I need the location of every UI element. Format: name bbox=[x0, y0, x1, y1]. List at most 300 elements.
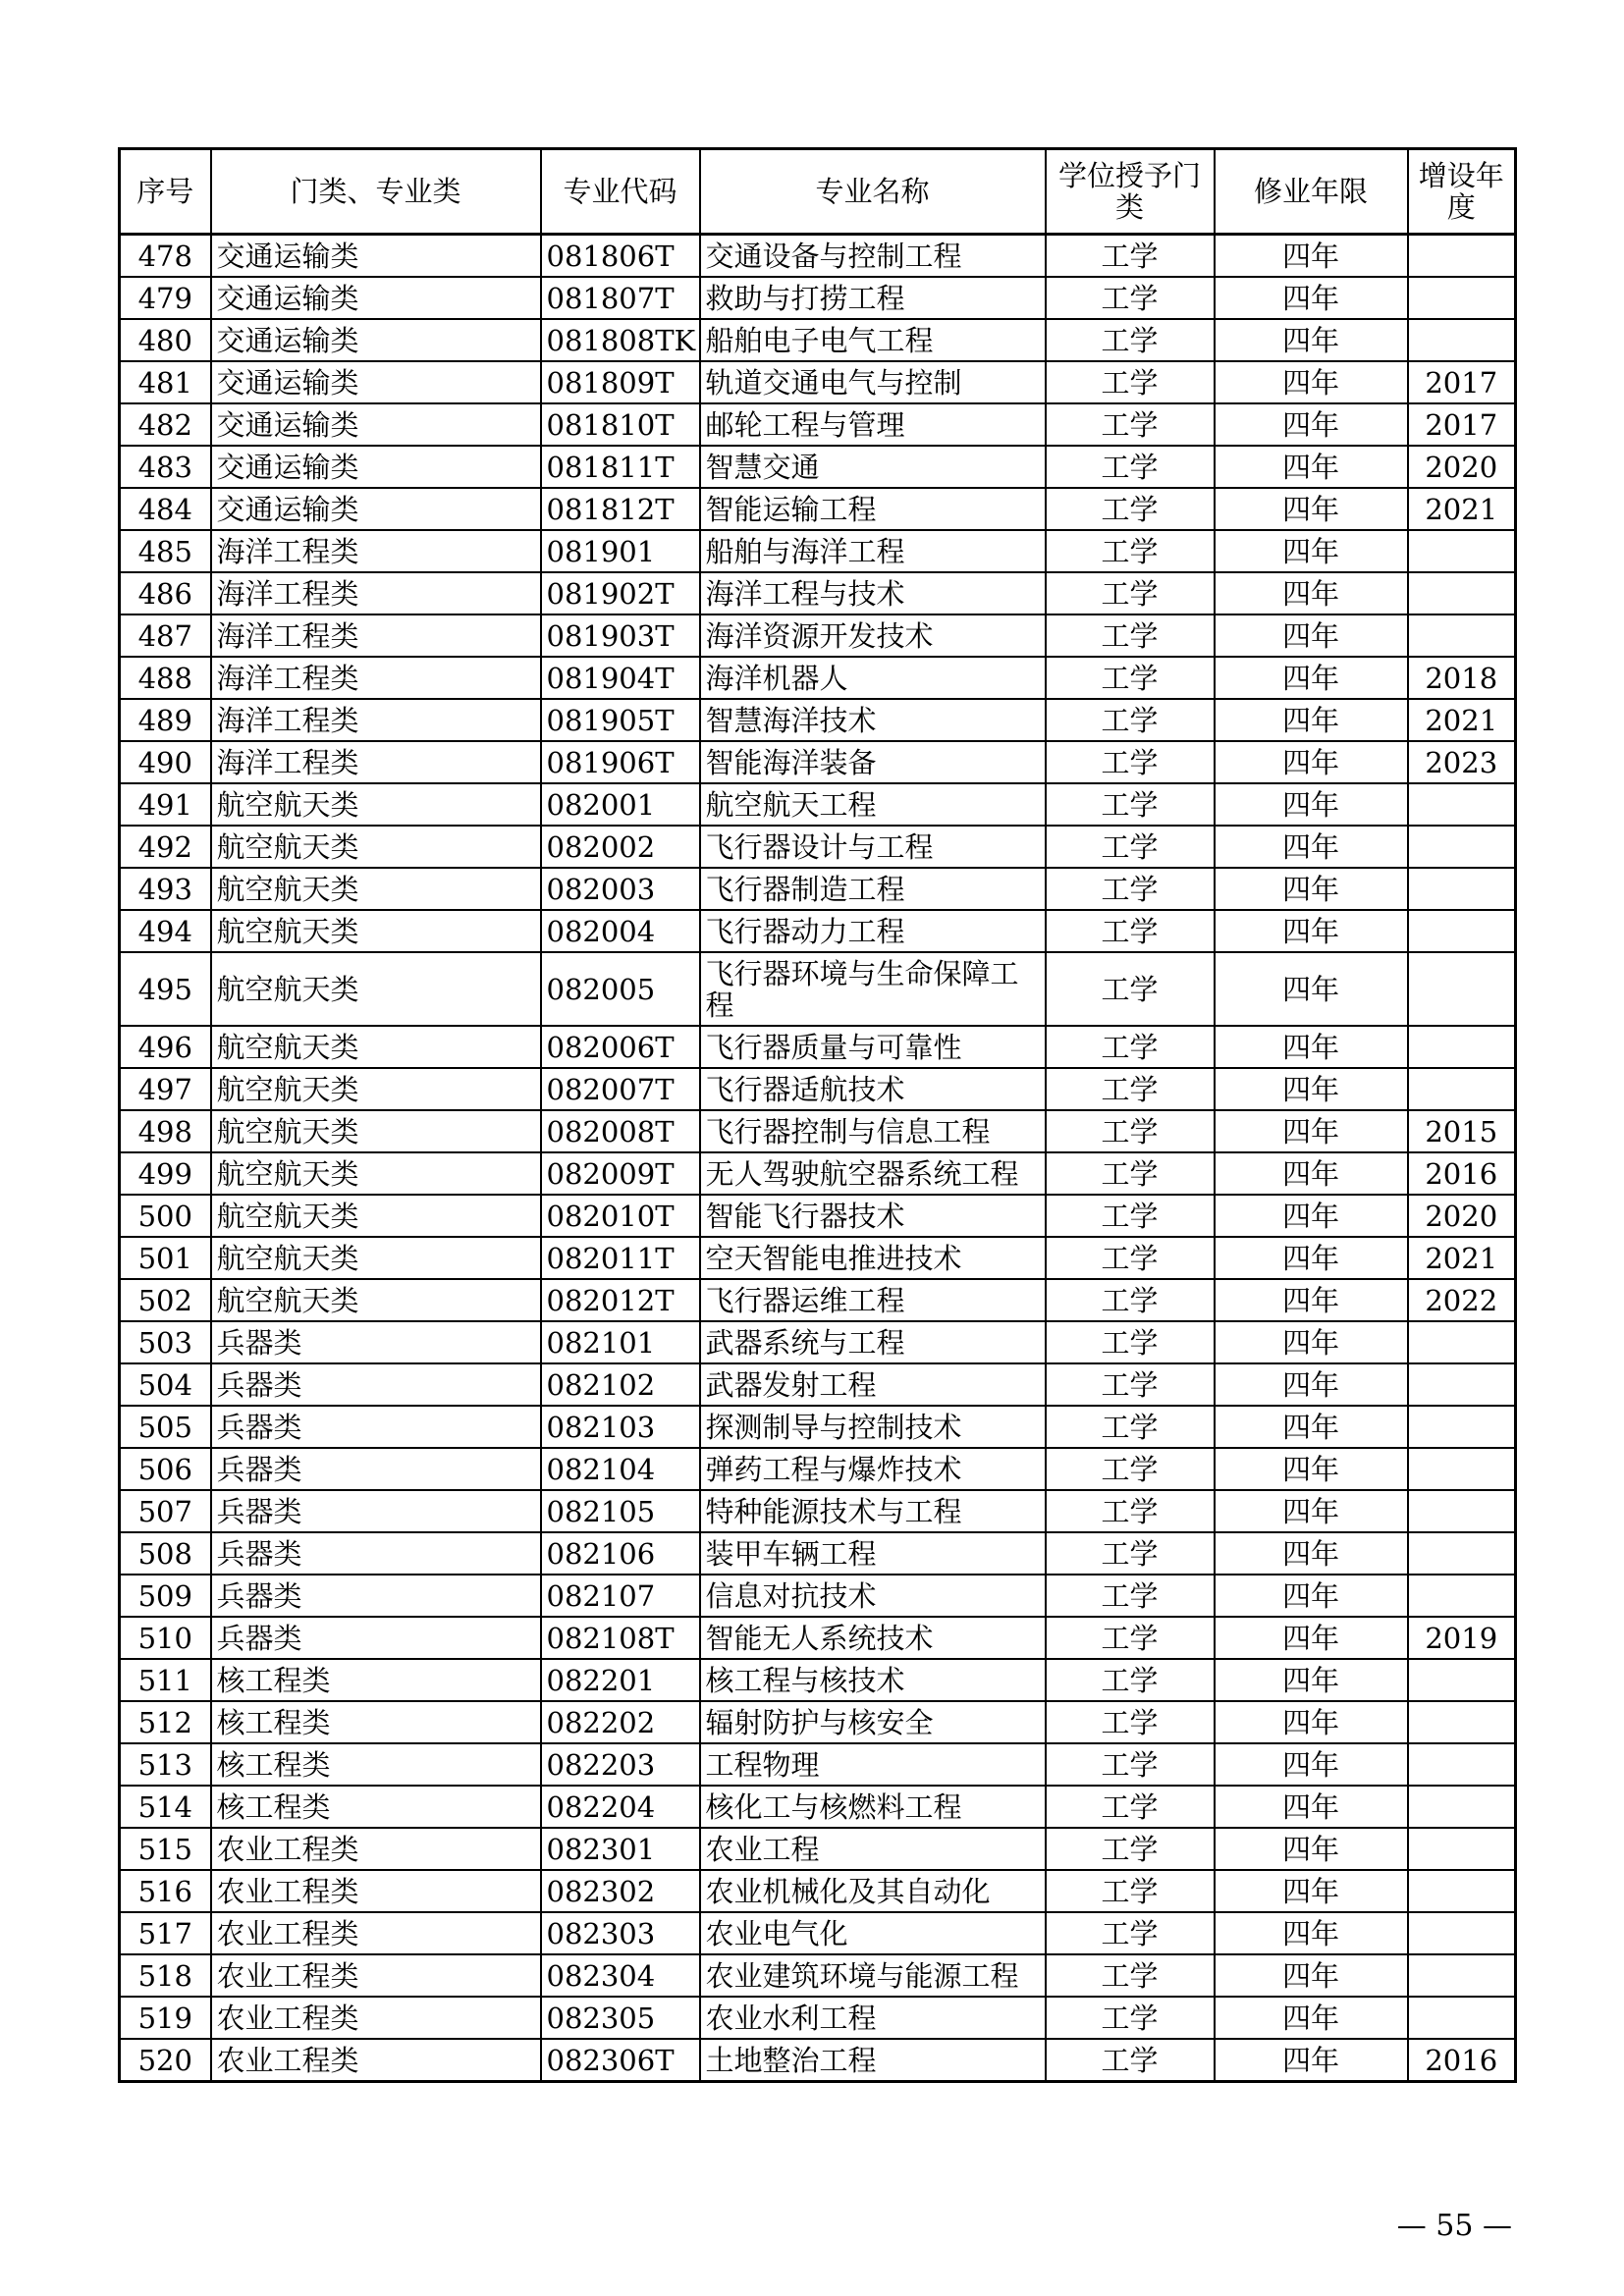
cell-degree: 工学 bbox=[1046, 277, 1215, 319]
cell-code: 082006T bbox=[541, 1026, 700, 1068]
cell-degree: 工学 bbox=[1046, 826, 1215, 868]
cell-years: 四年 bbox=[1215, 1659, 1408, 1701]
cell-years: 四年 bbox=[1215, 1532, 1408, 1575]
cell-years: 四年 bbox=[1215, 446, 1408, 488]
table-row bbox=[120, 1617, 1516, 1659]
cell-category: 航空航天类 bbox=[211, 1237, 541, 1279]
cell-category: 海洋工程类 bbox=[211, 699, 541, 741]
cell-code: 081806T bbox=[541, 235, 700, 278]
cell-code: 081808TK bbox=[541, 319, 700, 361]
cell-seq: 489 bbox=[120, 699, 211, 741]
table-row bbox=[120, 1237, 1516, 1279]
cell-category: 核工程类 bbox=[211, 1743, 541, 1786]
cell-years: 四年 bbox=[1215, 277, 1408, 319]
cell-years: 四年 bbox=[1215, 1870, 1408, 1912]
table-row bbox=[120, 1828, 1516, 1870]
cell-code: 082012T bbox=[541, 1279, 700, 1321]
cell-years: 四年 bbox=[1215, 1448, 1408, 1490]
cell-added-year bbox=[1408, 1406, 1516, 1448]
cell-years: 四年 bbox=[1215, 1321, 1408, 1363]
cell-added-year bbox=[1408, 1786, 1516, 1828]
cell-seq: 496 bbox=[120, 1026, 211, 1068]
cell-code: 081904T bbox=[541, 657, 700, 699]
cell-seq: 503 bbox=[120, 1321, 211, 1363]
cell-added-year bbox=[1408, 1659, 1516, 1701]
cell-added-year: 2019 bbox=[1408, 1617, 1516, 1659]
cell-code: 082305 bbox=[541, 1997, 700, 2039]
cell-degree: 工学 bbox=[1046, 403, 1215, 446]
cell-seq: 500 bbox=[120, 1195, 211, 1237]
cell-seq: 484 bbox=[120, 488, 211, 530]
cell-category: 核工程类 bbox=[211, 1701, 541, 1743]
cell-major-name: 飞行器环境与生命保障工程 bbox=[700, 952, 1046, 1026]
cell-code: 081810T bbox=[541, 403, 700, 446]
cell-seq: 495 bbox=[120, 952, 211, 1026]
cell-category: 航空航天类 bbox=[211, 1279, 541, 1321]
cell-degree: 工学 bbox=[1046, 910, 1215, 952]
cell-years: 四年 bbox=[1215, 1237, 1408, 1279]
cell-major-name: 船舶与海洋工程 bbox=[700, 530, 1046, 572]
header-row bbox=[120, 149, 1516, 235]
table-row bbox=[120, 1954, 1516, 1997]
table-row bbox=[120, 235, 1516, 278]
cell-degree: 工学 bbox=[1046, 1448, 1215, 1490]
cell-major-name: 武器系统与工程 bbox=[700, 1321, 1046, 1363]
table-row bbox=[120, 572, 1516, 614]
cell-years: 四年 bbox=[1215, 235, 1408, 278]
cell-seq: 490 bbox=[120, 741, 211, 783]
cell-years: 四年 bbox=[1215, 403, 1408, 446]
table-row bbox=[120, 1068, 1516, 1110]
cell-major-name: 装甲车辆工程 bbox=[700, 1532, 1046, 1575]
table-row bbox=[120, 657, 1516, 699]
cell-major-name: 飞行器质量与可靠性 bbox=[700, 1026, 1046, 1068]
cell-category: 核工程类 bbox=[211, 1659, 541, 1701]
cell-added-year bbox=[1408, 1026, 1516, 1068]
cell-category: 海洋工程类 bbox=[211, 530, 541, 572]
cell-seq: 502 bbox=[120, 1279, 211, 1321]
cell-category: 农业工程类 bbox=[211, 1912, 541, 1954]
cell-degree: 工学 bbox=[1046, 1026, 1215, 1068]
table-row bbox=[120, 1912, 1516, 1954]
cell-years: 四年 bbox=[1215, 826, 1408, 868]
cell-years: 四年 bbox=[1215, 1406, 1408, 1448]
table-row bbox=[120, 1195, 1516, 1237]
cell-degree: 工学 bbox=[1046, 2039, 1215, 2082]
table-row bbox=[120, 1406, 1516, 1448]
table-row bbox=[120, 783, 1516, 826]
cell-category: 航空航天类 bbox=[211, 910, 541, 952]
cell-major-name: 飞行器动力工程 bbox=[700, 910, 1046, 952]
cell-added-year bbox=[1408, 1575, 1516, 1617]
cell-added-year: 2018 bbox=[1408, 657, 1516, 699]
cell-major-name: 特种能源技术与工程 bbox=[700, 1490, 1046, 1532]
cell-category: 兵器类 bbox=[211, 1363, 541, 1406]
cell-major-name: 飞行器运维工程 bbox=[700, 1279, 1046, 1321]
cell-major-name: 农业机械化及其自动化 bbox=[700, 1870, 1046, 1912]
cell-code: 082002 bbox=[541, 826, 700, 868]
cell-major-name: 农业建筑环境与能源工程 bbox=[700, 1954, 1046, 1997]
cell-degree: 工学 bbox=[1046, 1195, 1215, 1237]
cell-added-year bbox=[1408, 1701, 1516, 1743]
cell-major-name: 农业水利工程 bbox=[700, 1997, 1046, 2039]
cell-category: 农业工程类 bbox=[211, 1870, 541, 1912]
cell-seq: 505 bbox=[120, 1406, 211, 1448]
cell-category: 农业工程类 bbox=[211, 1828, 541, 1870]
header-code: 专业代码 bbox=[541, 149, 700, 235]
cell-major-name: 邮轮工程与管理 bbox=[700, 403, 1046, 446]
cell-category: 农业工程类 bbox=[211, 1954, 541, 1997]
cell-seq: 479 bbox=[120, 277, 211, 319]
cell-added-year: 2020 bbox=[1408, 446, 1516, 488]
cell-code: 082101 bbox=[541, 1321, 700, 1363]
table-row bbox=[120, 1279, 1516, 1321]
cell-years: 四年 bbox=[1215, 488, 1408, 530]
cell-seq: 487 bbox=[120, 614, 211, 657]
table-row bbox=[120, 1532, 1516, 1575]
cell-major-name: 救助与打捞工程 bbox=[700, 277, 1046, 319]
cell-code: 082103 bbox=[541, 1406, 700, 1448]
table-row bbox=[120, 1743, 1516, 1786]
cell-category: 交通运输类 bbox=[211, 235, 541, 278]
cell-degree: 工学 bbox=[1046, 657, 1215, 699]
cell-years: 四年 bbox=[1215, 1786, 1408, 1828]
cell-seq: 491 bbox=[120, 783, 211, 826]
cell-degree: 工学 bbox=[1046, 952, 1215, 1026]
cell-seq: 497 bbox=[120, 1068, 211, 1110]
cell-added-year bbox=[1408, 868, 1516, 910]
table-row bbox=[120, 1786, 1516, 1828]
cell-code: 082007T bbox=[541, 1068, 700, 1110]
cell-code: 082201 bbox=[541, 1659, 700, 1701]
table-row bbox=[120, 1110, 1516, 1152]
cell-seq: 506 bbox=[120, 1448, 211, 1490]
cell-added-year bbox=[1408, 319, 1516, 361]
cell-seq: 520 bbox=[120, 2039, 211, 2082]
cell-code: 082005 bbox=[541, 952, 700, 1026]
cell-degree: 工学 bbox=[1046, 1743, 1215, 1786]
cell-added-year: 2015 bbox=[1408, 1110, 1516, 1152]
cell-major-name: 飞行器适航技术 bbox=[700, 1068, 1046, 1110]
cell-added-year: 2022 bbox=[1408, 1279, 1516, 1321]
cell-code: 082003 bbox=[541, 868, 700, 910]
cell-degree: 工学 bbox=[1046, 488, 1215, 530]
cell-code: 082009T bbox=[541, 1152, 700, 1195]
cell-code: 082011T bbox=[541, 1237, 700, 1279]
table-row bbox=[120, 277, 1516, 319]
cell-seq: 486 bbox=[120, 572, 211, 614]
table-row bbox=[120, 361, 1516, 403]
cell-added-year bbox=[1408, 530, 1516, 572]
table-row bbox=[120, 530, 1516, 572]
header-name: 专业名称 bbox=[700, 149, 1046, 235]
cell-category: 兵器类 bbox=[211, 1406, 541, 1448]
cell-major-name: 飞行器制造工程 bbox=[700, 868, 1046, 910]
cell-degree: 工学 bbox=[1046, 1617, 1215, 1659]
cell-years: 四年 bbox=[1215, 1997, 1408, 2039]
cell-code: 082306T bbox=[541, 2039, 700, 2082]
cell-years: 四年 bbox=[1215, 2039, 1408, 2082]
cell-years: 四年 bbox=[1215, 1068, 1408, 1110]
cell-degree: 工学 bbox=[1046, 572, 1215, 614]
table-row bbox=[120, 826, 1516, 868]
cell-major-name: 土地整治工程 bbox=[700, 2039, 1046, 2082]
cell-years: 四年 bbox=[1215, 1026, 1408, 1068]
cell-code: 082008T bbox=[541, 1110, 700, 1152]
cell-degree: 工学 bbox=[1046, 1659, 1215, 1701]
cell-category: 航空航天类 bbox=[211, 952, 541, 1026]
cell-years: 四年 bbox=[1215, 319, 1408, 361]
cell-seq: 510 bbox=[120, 1617, 211, 1659]
cell-years: 四年 bbox=[1215, 783, 1408, 826]
cell-code: 082301 bbox=[541, 1828, 700, 1870]
cell-seq: 498 bbox=[120, 1110, 211, 1152]
table-row bbox=[120, 488, 1516, 530]
cell-major-name: 智能飞行器技术 bbox=[700, 1195, 1046, 1237]
cell-category: 航空航天类 bbox=[211, 1026, 541, 1068]
table-row bbox=[120, 741, 1516, 783]
cell-category: 海洋工程类 bbox=[211, 741, 541, 783]
table-row bbox=[120, 446, 1516, 488]
cell-category: 交通运输类 bbox=[211, 277, 541, 319]
cell-major-name: 海洋工程与技术 bbox=[700, 572, 1046, 614]
cell-code: 081812T bbox=[541, 488, 700, 530]
cell-added-year: 2021 bbox=[1408, 1237, 1516, 1279]
cell-code: 082004 bbox=[541, 910, 700, 952]
cell-category: 兵器类 bbox=[211, 1532, 541, 1575]
cell-category: 交通运输类 bbox=[211, 361, 541, 403]
cell-category: 交通运输类 bbox=[211, 319, 541, 361]
cell-years: 四年 bbox=[1215, 1490, 1408, 1532]
cell-seq: 512 bbox=[120, 1701, 211, 1743]
cell-years: 四年 bbox=[1215, 657, 1408, 699]
table-row bbox=[120, 2039, 1516, 2082]
cell-category: 兵器类 bbox=[211, 1617, 541, 1659]
cell-category: 航空航天类 bbox=[211, 1195, 541, 1237]
table-row bbox=[120, 1701, 1516, 1743]
cell-added-year: 2021 bbox=[1408, 699, 1516, 741]
cell-code: 082303 bbox=[541, 1912, 700, 1954]
cell-degree: 工学 bbox=[1046, 783, 1215, 826]
cell-major-name: 农业电气化 bbox=[700, 1912, 1046, 1954]
cell-code: 081901 bbox=[541, 530, 700, 572]
cell-added-year bbox=[1408, 1363, 1516, 1406]
cell-years: 四年 bbox=[1215, 952, 1408, 1026]
cell-added-year: 2016 bbox=[1408, 1152, 1516, 1195]
cell-degree: 工学 bbox=[1046, 1828, 1215, 1870]
cell-added-year bbox=[1408, 1448, 1516, 1490]
cell-code: 082107 bbox=[541, 1575, 700, 1617]
cell-code: 082010T bbox=[541, 1195, 700, 1237]
cell-added-year bbox=[1408, 572, 1516, 614]
cell-category: 航空航天类 bbox=[211, 1068, 541, 1110]
cell-major-name: 轨道交通电气与控制 bbox=[700, 361, 1046, 403]
header-seq: 序号 bbox=[120, 149, 211, 235]
cell-degree: 工学 bbox=[1046, 1110, 1215, 1152]
cell-category: 兵器类 bbox=[211, 1321, 541, 1363]
cell-seq: 519 bbox=[120, 1997, 211, 2039]
header-category: 门类、专业类 bbox=[211, 149, 541, 235]
table-row bbox=[120, 952, 1516, 1026]
cell-degree: 工学 bbox=[1046, 1575, 1215, 1617]
cell-added-year bbox=[1408, 1828, 1516, 1870]
cell-category: 核工程类 bbox=[211, 1786, 541, 1828]
table-row bbox=[120, 1026, 1516, 1068]
cell-seq: 511 bbox=[120, 1659, 211, 1701]
table-row bbox=[120, 868, 1516, 910]
cell-years: 四年 bbox=[1215, 910, 1408, 952]
cell-degree: 工学 bbox=[1046, 446, 1215, 488]
table-row bbox=[120, 699, 1516, 741]
cell-seq: 517 bbox=[120, 1912, 211, 1954]
table-row bbox=[120, 910, 1516, 952]
cell-degree: 工学 bbox=[1046, 741, 1215, 783]
cell-added-year bbox=[1408, 826, 1516, 868]
cell-years: 四年 bbox=[1215, 699, 1408, 741]
cell-category: 航空航天类 bbox=[211, 1110, 541, 1152]
cell-major-name: 无人驾驶航空器系统工程 bbox=[700, 1152, 1046, 1195]
table-row bbox=[120, 403, 1516, 446]
cell-added-year: 2020 bbox=[1408, 1195, 1516, 1237]
cell-code: 082202 bbox=[541, 1701, 700, 1743]
cell-degree: 工学 bbox=[1046, 868, 1215, 910]
cell-major-name: 武器发射工程 bbox=[700, 1363, 1046, 1406]
cell-degree: 工学 bbox=[1046, 1912, 1215, 1954]
cell-category: 兵器类 bbox=[211, 1575, 541, 1617]
cell-degree: 工学 bbox=[1046, 1363, 1215, 1406]
cell-seq: 480 bbox=[120, 319, 211, 361]
cell-major-name: 海洋机器人 bbox=[700, 657, 1046, 699]
cell-seq: 494 bbox=[120, 910, 211, 952]
cell-years: 四年 bbox=[1215, 1279, 1408, 1321]
cell-category: 海洋工程类 bbox=[211, 657, 541, 699]
cell-added-year bbox=[1408, 277, 1516, 319]
cell-years: 四年 bbox=[1215, 1912, 1408, 1954]
cell-years: 四年 bbox=[1215, 1363, 1408, 1406]
table-row bbox=[120, 1575, 1516, 1617]
cell-category: 航空航天类 bbox=[211, 826, 541, 868]
cell-added-year: 2017 bbox=[1408, 403, 1516, 446]
table-row bbox=[120, 1152, 1516, 1195]
cell-code: 082001 bbox=[541, 783, 700, 826]
cell-degree: 工学 bbox=[1046, 1321, 1215, 1363]
cell-degree: 工学 bbox=[1046, 1701, 1215, 1743]
cell-degree: 工学 bbox=[1046, 361, 1215, 403]
cell-code: 081902T bbox=[541, 572, 700, 614]
cell-category: 兵器类 bbox=[211, 1490, 541, 1532]
cell-years: 四年 bbox=[1215, 1954, 1408, 1997]
cell-category: 海洋工程类 bbox=[211, 572, 541, 614]
cell-major-name: 智慧海洋技术 bbox=[700, 699, 1046, 741]
cell-added-year bbox=[1408, 1321, 1516, 1363]
cell-seq: 514 bbox=[120, 1786, 211, 1828]
cell-degree: 工学 bbox=[1046, 1406, 1215, 1448]
cell-major-name: 智能无人系统技术 bbox=[700, 1617, 1046, 1659]
cell-code: 081811T bbox=[541, 446, 700, 488]
cell-major-name: 飞行器设计与工程 bbox=[700, 826, 1046, 868]
cell-major-name: 信息对抗技术 bbox=[700, 1575, 1046, 1617]
cell-major-name: 辐射防护与核安全 bbox=[700, 1701, 1046, 1743]
cell-seq: 478 bbox=[120, 235, 211, 278]
cell-seq: 499 bbox=[120, 1152, 211, 1195]
cell-seq: 515 bbox=[120, 1828, 211, 1870]
cell-major-name: 交通设备与控制工程 bbox=[700, 235, 1046, 278]
cell-category: 兵器类 bbox=[211, 1448, 541, 1490]
cell-degree: 工学 bbox=[1046, 1152, 1215, 1195]
cell-added-year bbox=[1408, 910, 1516, 952]
cell-code: 081905T bbox=[541, 699, 700, 741]
cell-added-year: 2023 bbox=[1408, 741, 1516, 783]
cell-degree: 工学 bbox=[1046, 1786, 1215, 1828]
cell-added-year bbox=[1408, 1870, 1516, 1912]
cell-seq: 481 bbox=[120, 361, 211, 403]
cell-major-name: 农业工程 bbox=[700, 1828, 1046, 1870]
cell-added-year bbox=[1408, 1532, 1516, 1575]
cell-degree: 工学 bbox=[1046, 1997, 1215, 2039]
cell-code: 082102 bbox=[541, 1363, 700, 1406]
cell-degree: 工学 bbox=[1046, 319, 1215, 361]
cell-years: 四年 bbox=[1215, 741, 1408, 783]
cell-code: 082302 bbox=[541, 1870, 700, 1912]
cell-degree: 工学 bbox=[1046, 1870, 1215, 1912]
cell-seq: 485 bbox=[120, 530, 211, 572]
cell-years: 四年 bbox=[1215, 1743, 1408, 1786]
cell-major-name: 海洋资源开发技术 bbox=[700, 614, 1046, 657]
cell-seq: 492 bbox=[120, 826, 211, 868]
cell-code: 081809T bbox=[541, 361, 700, 403]
cell-code: 082106 bbox=[541, 1532, 700, 1575]
cell-code: 082108T bbox=[541, 1617, 700, 1659]
cell-code: 081807T bbox=[541, 277, 700, 319]
table-row bbox=[120, 1448, 1516, 1490]
cell-added-year: 2016 bbox=[1408, 2039, 1516, 2082]
cell-seq: 504 bbox=[120, 1363, 211, 1406]
table-row bbox=[120, 1870, 1516, 1912]
cell-added-year bbox=[1408, 783, 1516, 826]
cell-major-name: 弹药工程与爆炸技术 bbox=[700, 1448, 1046, 1490]
cell-added-year: 2021 bbox=[1408, 488, 1516, 530]
cell-years: 四年 bbox=[1215, 1617, 1408, 1659]
cell-code: 082204 bbox=[541, 1786, 700, 1828]
table-row bbox=[120, 614, 1516, 657]
cell-degree: 工学 bbox=[1046, 699, 1215, 741]
cell-added-year bbox=[1408, 1912, 1516, 1954]
cell-seq: 516 bbox=[120, 1870, 211, 1912]
cell-major-name: 航空航天工程 bbox=[700, 783, 1046, 826]
cell-degree: 工学 bbox=[1046, 614, 1215, 657]
cell-degree: 工学 bbox=[1046, 1237, 1215, 1279]
cell-added-year bbox=[1408, 952, 1516, 1026]
cell-seq: 508 bbox=[120, 1532, 211, 1575]
cell-years: 四年 bbox=[1215, 1828, 1408, 1870]
cell-seq: 493 bbox=[120, 868, 211, 910]
cell-added-year bbox=[1408, 1490, 1516, 1532]
cell-category: 交通运输类 bbox=[211, 488, 541, 530]
cell-added-year bbox=[1408, 1068, 1516, 1110]
cell-seq: 518 bbox=[120, 1954, 211, 1997]
cell-code: 081906T bbox=[541, 741, 700, 783]
table-row bbox=[120, 1490, 1516, 1532]
cell-seq: 483 bbox=[120, 446, 211, 488]
cell-seq: 507 bbox=[120, 1490, 211, 1532]
cell-seq: 488 bbox=[120, 657, 211, 699]
cell-added-year bbox=[1408, 1954, 1516, 1997]
cell-years: 四年 bbox=[1215, 572, 1408, 614]
cell-code: 082304 bbox=[541, 1954, 700, 1997]
cell-degree: 工学 bbox=[1046, 1490, 1215, 1532]
table-row bbox=[120, 1321, 1516, 1363]
cell-years: 四年 bbox=[1215, 1575, 1408, 1617]
